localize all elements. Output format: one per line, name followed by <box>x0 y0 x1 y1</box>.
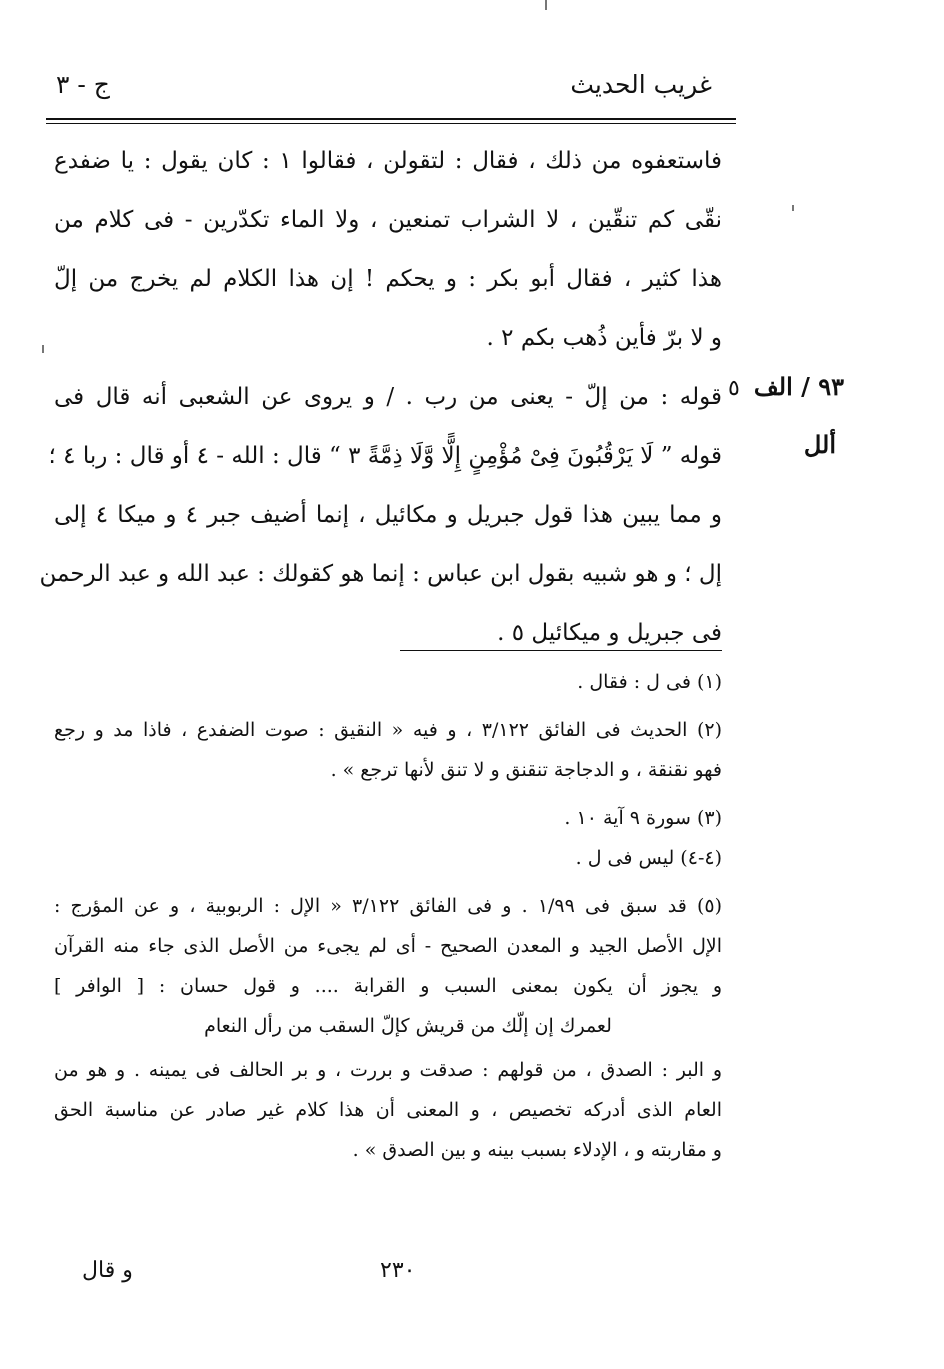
scan-speck <box>545 0 547 10</box>
scan-speck <box>792 205 794 211</box>
footnote-5-cont: و البر : الصدق ، من قولهم : صدقت و بررت ، و بر الحالف فى يمينه . و هو من <box>54 1059 722 1081</box>
page-number: ٢٣٠ <box>380 1258 416 1283</box>
entry-text-line: و مما يبين هذا قول جبريل و مكائيل ، إنما أضيف جبر ٤ و ميكا ٤ إلى <box>54 502 722 528</box>
poetry-verse: لعمرك إن إلّك من قريش كإلّ السقب من رأل النعام <box>204 1015 612 1037</box>
text-line: نقّى كم تنقّين ، لا الشراب تمنعين ، ولا الماء تكدّرين - فى كلام من <box>54 207 722 233</box>
header-rule <box>46 118 736 124</box>
main-text <box>39 132 722 663</box>
entry-text-line: قوله ” لَا يَرْقُبُونَ فِىْ مُؤْمِنٍ إِلًّا وَّلَا ذِمَّةً ٣ “ قال : الله - ٤ أو قال : ربا ٤ ؛ <box>48 443 722 469</box>
footnote-2: (٢) الحديث فى الفائق ٣/١٢٢ ، و فيه « النقيق : صوت الضفدع ، فاذا مد و رجع <box>54 719 723 741</box>
volume-label: ج - ٣ <box>56 70 110 99</box>
footnote-5: (٥) قد سبق فى ١/٩٩ . و فى الفائق ٣/١٢٢ « الإل : الربوبية ، و عن المؤرج : <box>54 895 723 917</box>
text-line: فاستعفوه من ذلك ، فقال : لتقولن ، فقالوا ١ : كان يقول : يا ضفدع <box>54 148 722 174</box>
text-line: و لا برّ فأين ذُهب بكم ٢ . <box>486 325 722 351</box>
entry-text-line: قوله : من إلّ - يعنى من رب . / و يروى عن الشعبى أنه قال فى <box>54 384 722 410</box>
line-marker: ٥ <box>728 376 740 401</box>
footnote-5-cont: الإل الأصل الجيد و المعدن الصحيح - أى لم يجىء من الأصل الذى جاء منه القرآن <box>54 935 722 957</box>
entry-headword: ألل <box>803 430 836 459</box>
text-line: هذا كثير ، فقال أبو بكر : و يحكم ! إن هذا الكلام لم يخرج من إلّ <box>54 266 722 292</box>
footnotes <box>54 662 722 1170</box>
footnote-4: (٤-٤) ليس فى ل . <box>575 847 722 869</box>
scan-speck <box>42 345 44 353</box>
entry-text-line: إل ؛ و هو شبيه بقول ابن عباس : إنما هو كقولك : عبد الله و عبد الرحمن <box>39 561 722 587</box>
footnote-1: (١) فى ل : فقال . <box>577 671 722 693</box>
footnote-3: (٣) سورة ٩ آية ١٠ . <box>564 807 722 829</box>
footnote-rule <box>400 650 722 651</box>
entry-number: ٩٣ / الف <box>753 372 844 401</box>
footnote-5-cont: العام الذى أدركه تخصيص ، و المعنى أن هذا كلام غير صادر عن مناسبة الحق <box>54 1099 722 1121</box>
running-title: غريب الحديث <box>570 70 712 99</box>
footnote-2-cont: فهو نقنقة ، و الدجاجة تنقنق و لا تنق لأنها ترجع » . <box>330 759 722 781</box>
entry-text-line: فى جبريل و ميكائيل ٥ . <box>497 620 722 646</box>
footnote-5-cont: و مقاربته و ، الإدلاء بسبب بينه و بين الصدق » . <box>352 1139 722 1161</box>
footnote-5-cont: و يجوز أن يكون بمعنى السبب و القرابة .... و قول حسان : [ الوافر ] <box>54 975 722 997</box>
catchword: و قال <box>82 1258 133 1283</box>
